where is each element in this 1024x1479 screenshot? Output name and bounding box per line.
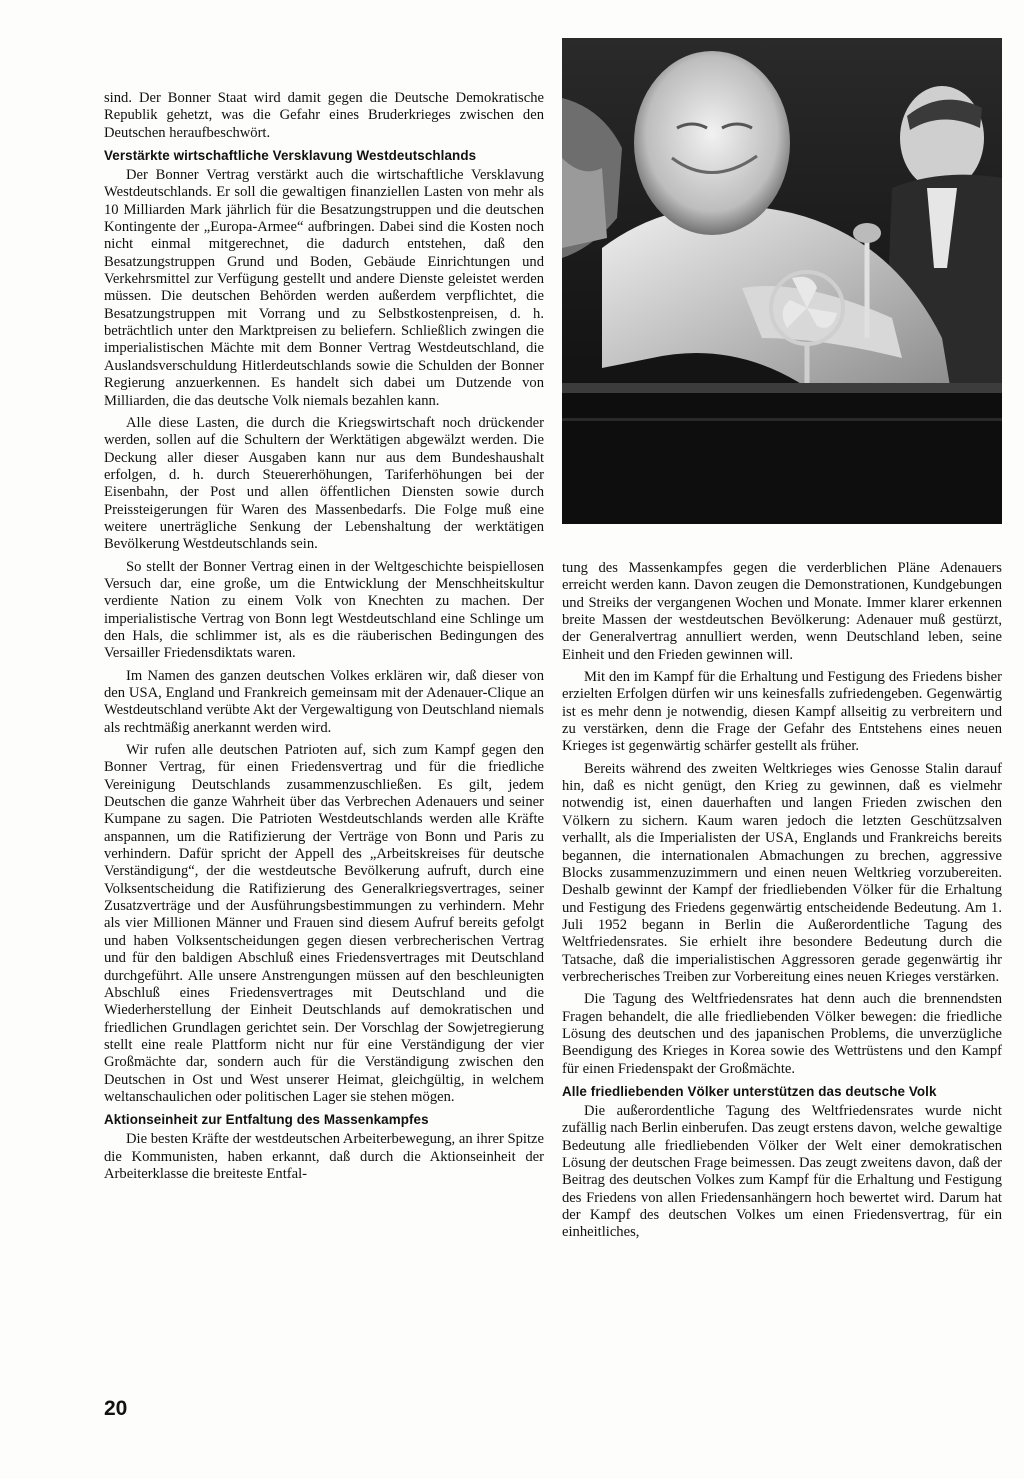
page-number: 20	[104, 1397, 128, 1420]
paragraph: Mit den im Kampf für die Erhaltung und Festigung des Friedens bisher erzielten Erfolgen dürfen wir uns keinesfalls zufriedengeben. Gegenwärtig ist es mehr denn je notwendig, diesen Kampf allseitig zu verbreitern und zu verstärken, denn die Frage der Gefahr des Entstehens eines neuen Krieges ist gegenwärtig schärfer gestellt als früher.	[562, 669, 1002, 755]
paragraph: Alle diese Lasten, die durch die Kriegswirtschaft noch drückender werden, sollen auf die Schultern der Werktätigen abgewälzt werden. Die Deckung aller dieser Ausgaben kann nur aus dem Bundeshaushalt erfolgen, d. h. durch Steuererhöhungen, Tariferhöhungen bei der Eisenbahn, der Post und allen öffentlichen Diensten sowie durch Preissteigerungen für Waren des Massenbedarfs. Die Folge muß eine weitere unerträgliche Senkung der Lebenshaltung der werktätigen Bevölkerung Westdeutschlands sein.	[104, 414, 544, 553]
paragraph: Die besten Kräfte der westdeutschen Arbeiterbewegung, an ihrer Spitze die Kommunisten, haben erkannt, daß durch die Aktionseinheit der Arbeiterklasse die breiteste Entfal-	[104, 1131, 544, 1182]
section-heading: Verstärkte wirtschaftliche Versklavung Westdeutschlands	[104, 148, 477, 164]
photo-of-men-at-conference-table	[562, 38, 1002, 524]
section-heading: Aktionseinheit zur Entfaltung des Massenkampfes	[104, 1112, 429, 1128]
paragraph: Der Bonner Vertrag verstärkt auch die wirtschaftliche Versklavung Westdeutschlands. Er soll die gewaltigen finanziellen Lasten von mehr als 10 Milliarden Mark jährlich für die Besatzungstruppen und die deutschen Kontingente der „Europa-Armee“ aufbringen. Dabei sind die Kosten noch nicht einmal mitgerechnet, die dadurch entstehen, daß den Besatzungstruppen Grund und Boden, Gebäude Einrichtungen und Verkehrsmittel zur Verfügung gestellt und andere Dienste geleistet werden müssen. Die deutschen Behörden werden außerdem verpflichtet, die Besatzungstruppen mit Vorrang und zu Selbstkostenpreisen, d. h. beträchtlich unter den Marktpreisen zu beliefern. Schließlich zwingen die imperialistischen Mächte mit dem Bonner Vertrag Westdeutschland, die Auslandsverschuldung Hitlerdeutschlands sowie die Schulden der Bonner Regierung anzuerkennen. Es handelt sich dabei um Dutzende von Milliarden, die das deutsche Volk niemals bezahlen kann.	[104, 167, 544, 409]
section-heading: Alle friedliebenden Völker unterstützen das deutsche Volk	[562, 1083, 937, 1099]
paragraph: Die Tagung des Weltfriedensrates hat denn auch die brennendsten Fragen behandelt, die alle friedliebenden Völker bewegen: die friedliche Lösung des deutschen und des japanischen Problems, die unverzügliche Beendigung des Krieges in Korea sowie des Wettrüstens und den Kampf für einen Friedenspakt der Großmächte.	[562, 991, 1002, 1077]
paragraph: Die außerordentliche Tagung des Weltfriedensrates wurde nicht zufällig nach Berlin einberufen. Das zeugt erstens davon, welche gewaltige Bedeutung alle friedliebenden Völker der Welt einer demokratischen Lösung der deutschen Frage beimessen. Das zeugt zweitens davon, daß der Beitrag des deutschen Volkes zum Kampf für die Erhaltung und Festigung des Friedens von allen Friedensanhängern hoch bewertet wird. Darum hat der Kampf des deutschen Volkes um einen Friedensvertrag, für ein einheitliches,	[562, 1102, 1002, 1241]
press-photo	[562, 38, 1002, 524]
paragraph: So stellt der Bonner Vertrag einen in der Weltgeschichte beispiellosen Versuch dar, eine große, um die Entwicklung der Menschheitskultur verdiente Nation zu einem Volk von Knechten zu machen. Der imperialistische Vertrag von Bonn legt Westdeutschland eine Schlinge um den Hals, die schlimmer ist, als es die räuberischen Bedingungen des Versailler Friedensdiktats waren.	[104, 558, 544, 662]
paragraph: Wir rufen alle deutschen Patrioten auf, sich zum Kampf gegen den Bonner Vertrag, für einen Friedensvertrag und für die friedliche Vereinigung Deutschlands zusammenzuschließen. Es gilt, jedem Deutschen die ganze Wahrheit über das Verbrechen Adenauers und seiner Kumpane zu sagen. Die Patrioten Westdeutschlands werden alle Kräfte anspannen, um die Ratifizierung der Verträge von Bonn und Paris zu verhindern. Dafür spricht der Appell des „Arbeitskreises für deutsche Verständigung“, der die westdeutsche Bevölkerung aufruft, durch eine Volksentscheidung die Ratifizierung des Generalkriegsvertrages, seiner Zusatzverträge und der Ausführungsbestimmungen zu verhindern. Mehr als vier Millionen Männer und Frauen sind diesem Aufruf bereits gefolgt und haben Volksentscheidungen gegen diesen verbrecherischen Vertrag und für den baldigen Abschluß eines Friedensvertrages mit Deutschland durchgeführt. Alle unsere Anstrengungen müssen auf den beschleunigten Abschluß eines Friedensvertrages mit Deutschland und die Wiederherstellung der Einheit Deutschlands auf demokratischen und friedlichen Grundlagen gerichtet sein. Der Vorschlag der Sowjetregierung stellt eine reale Plattform nicht nur für eine Verständigung der vier Großmächte dar, sondern auch für die Verständigung zwischen den Deutschen in Ost und West unserer Heimat, gleichgültig, in welchem weltanschaulichen oder politischen Lager sie stehen mögen.	[104, 742, 544, 1105]
paragraph: sind. Der Bonner Staat wird damit gegen die Deutsche Demokratische Republik gehetzt, was die Gefahr eines Bruderkrieges zwischen den Deutschen heraufbeschwört.	[104, 90, 544, 141]
right-column	[562, 560, 1002, 1247]
paragraph: Bereits während des zweiten Weltkrieges wies Genosse Stalin darauf hin, daß es nicht genügt, den Krieg zu gewinnen, daß es vielmehr notwendig ist, einen dauerhaften und langen Frieden zwischen den Völkern zu sichern. Kaum waren jedoch die letzten Geschützsalven verhallt, als die Imperialisten der USA, Englands und Frankreichs bereits begannen, die internationalen Abmachungen zu brechen, aggressive Blocks zusammenzuzimmern und einen neuen Weltkrieg vorzubereiten. Deshalb gewinnt der Kampf der friedliebenden Völker für die Erhaltung und Festigung des Friedens gegenwärtig entscheidende Bedeutung. Am 1. Juli 1952 begann in Berlin die Außerordentliche Tagung des Weltfriedensrates. Sie erhielt ihre besondere Bedeutung durch die Tatsache, daß die imperialistischen Aggressoren gerade gegenwärtig ihr verbrecherisches Treiben zur Vorbereitung eines neuen Krieges verstärken.	[562, 760, 1002, 985]
paragraph: Im Namen des ganzen deutschen Volkes erklären wir, daß dieser von den USA, England und Frankreich gemeinsam mit der Adenauer-Clique an Westdeutschland verübte Akt der Vergewaltigung von Deutschland niemals als rechtmäßig anerkannt werden wird.	[104, 667, 544, 736]
paragraph: tung des Massenkampfes gegen die verderblichen Pläne Adenauers erreicht werden kann. Davon zeugen die Demonstrationen, Kundgebungen und Streiks der vergangenen Wochen und Monate. Immer klarer erkennen breite Massen der westdeutschen Bevölkerung: Adenauer muß gestürzt, der Generalvertrag annulliert werden, wenn Deutschland leben, seine Einheit und den Frieden gewinnen will.	[562, 560, 1002, 663]
left-column	[104, 90, 544, 1188]
